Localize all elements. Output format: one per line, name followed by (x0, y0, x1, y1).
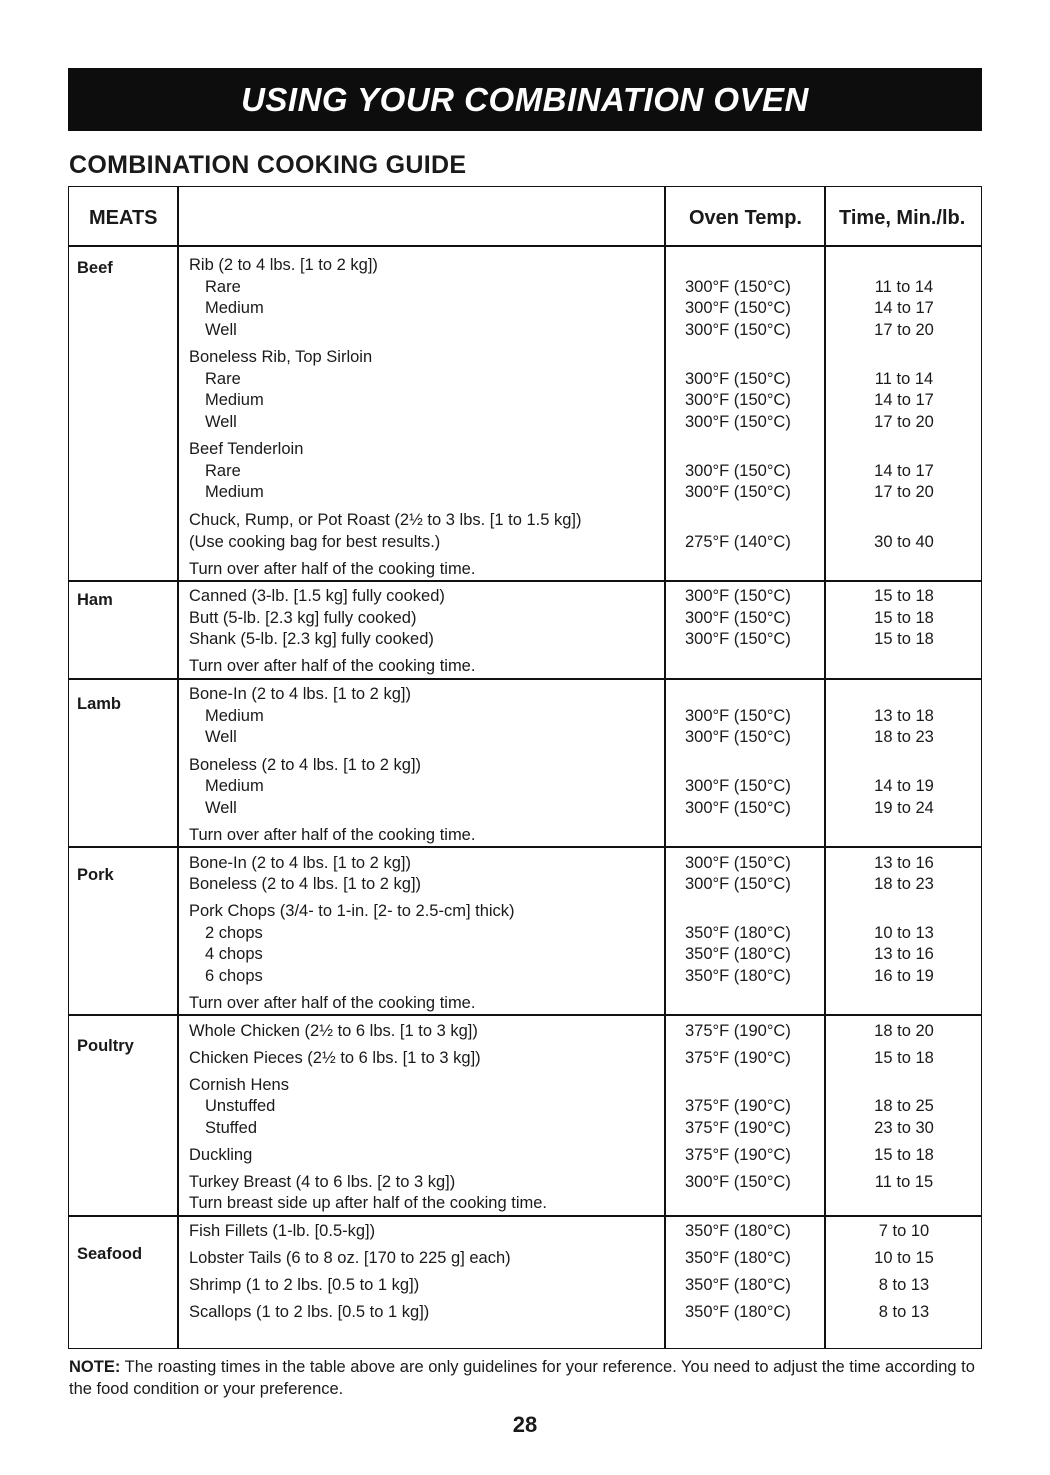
food-item: Medium (205, 299, 264, 317)
food-item: Well (205, 413, 237, 431)
food-item: Canned (3-lb. [1.5 kg] fully cooked) (189, 587, 445, 605)
food-item: (Use cooking bag for best results.) (189, 533, 441, 551)
food-item: Boneless (2 to 4 lbs. [1 to 2 kg]) (189, 875, 422, 893)
food-item: Well (205, 728, 237, 746)
oven-temp: 300°F (150°C) (685, 854, 791, 872)
category-label: Beef (77, 259, 113, 277)
footnote (69, 1356, 981, 1400)
column-divider (664, 187, 666, 1348)
note-text: The roasting times in the table above are only guidelines for your reference. You need to adjust the time according to the food condition or your preference. (69, 1358, 975, 1398)
oven-temp: 375°F (190°C) (685, 1119, 791, 1137)
oven-temp: 300°F (150°C) (685, 1173, 791, 1191)
oven-temp: 300°F (150°C) (685, 370, 791, 388)
oven-temp: 375°F (190°C) (685, 1097, 791, 1115)
oven-temp: 375°F (190°C) (685, 1022, 791, 1040)
food-item: Scallops (1 to 2 lbs. [0.5 to 1 kg]) (189, 1303, 430, 1321)
cook-time: 13 to 18 (874, 707, 934, 725)
food-item: Turn over after half of the cooking time. (189, 657, 476, 675)
header-time: Time, Min./lb. (839, 207, 966, 229)
food-item: Medium (205, 707, 264, 725)
oven-temp: 300°F (150°C) (685, 321, 791, 339)
food-item: Fish Fillets (1-lb. [0.5-kg]) (189, 1222, 376, 1240)
cook-time: 23 to 30 (874, 1119, 934, 1137)
cook-time: 14 to 19 (874, 777, 934, 795)
cook-time: 30 to 40 (874, 533, 934, 551)
food-item: Boneless Rib, Top Sirloin (189, 348, 373, 366)
oven-temp: 300°F (150°C) (685, 299, 791, 317)
food-item: Lobster Tails (6 to 8 oz. [170 to 225 g] each) (189, 1249, 511, 1267)
cook-time: 10 to 15 (874, 1249, 934, 1267)
food-item: Duckling (189, 1146, 253, 1164)
cook-time: 15 to 18 (874, 1049, 934, 1067)
cook-time: 10 to 13 (874, 924, 934, 942)
oven-temp: 300°F (150°C) (685, 278, 791, 296)
oven-temp: 275°F (140°C) (685, 533, 791, 551)
section-divider (69, 1215, 981, 1217)
food-item: Stuffed (205, 1119, 257, 1137)
oven-temp: 300°F (150°C) (685, 609, 791, 627)
cook-time: 11 to 15 (874, 1173, 934, 1191)
cook-time: 16 to 19 (874, 967, 934, 985)
food-item: Rare (205, 278, 241, 296)
food-item: Bone-In (2 to 4 lbs. [1 to 2 kg]) (189, 685, 411, 703)
oven-temp: 300°F (150°C) (685, 391, 791, 409)
header-oven-temp: Oven Temp. (689, 207, 802, 229)
food-item: Well (205, 799, 237, 817)
food-item: Cornish Hens (189, 1076, 289, 1094)
oven-temp: 300°F (150°C) (685, 777, 791, 795)
oven-temp: 350°F (180°C) (685, 1276, 791, 1294)
category-label: Pork (77, 866, 114, 884)
oven-temp: 300°F (150°C) (685, 462, 791, 480)
cook-time: 11 to 14 (874, 370, 934, 388)
cook-time: 14 to 17 (874, 391, 934, 409)
oven-temp: 300°F (150°C) (685, 630, 791, 648)
header-meats: MEATS (89, 207, 158, 229)
oven-temp: 300°F (150°C) (685, 707, 791, 725)
food-item: 6 chops (205, 967, 263, 985)
food-item: Rare (205, 462, 241, 480)
food-item: Bone-In (2 to 4 lbs. [1 to 2 kg]) (189, 854, 411, 872)
oven-temp: 350°F (180°C) (685, 945, 791, 963)
food-item: Turkey Breast (4 to 6 lbs. [2 to 3 kg]) (189, 1173, 456, 1191)
header-divider (69, 245, 981, 247)
food-item: Medium (205, 483, 264, 501)
food-item: Medium (205, 391, 264, 409)
oven-temp: 375°F (190°C) (685, 1146, 791, 1164)
oven-temp: 375°F (190°C) (685, 1049, 791, 1067)
food-item: Pork Chops (3/4- to 1-in. [2- to 2.5-cm] thick) (189, 902, 515, 920)
column-divider (177, 187, 179, 1348)
cook-time: 17 to 20 (874, 321, 934, 339)
food-item: Medium (205, 777, 264, 795)
oven-temp: 300°F (150°C) (685, 483, 791, 501)
page-number: 28 (512, 1412, 538, 1437)
cooking-guide-table (68, 186, 982, 1349)
page-banner: USING YOUR COMBINATION OVEN (68, 68, 982, 131)
section-divider (69, 678, 981, 680)
cook-time: 18 to 25 (874, 1097, 934, 1115)
oven-temp: 300°F (150°C) (685, 728, 791, 746)
cook-time: 11 to 14 (874, 278, 934, 296)
food-item: Shank (5-lb. [2.3 kg] fully cooked) (189, 630, 434, 648)
cook-time: 15 to 18 (874, 630, 934, 648)
cook-time: 14 to 17 (874, 299, 934, 317)
category-label: Poultry (77, 1037, 134, 1055)
food-item: Shrimp (1 to 2 lbs. [0.5 to 1 kg]) (189, 1276, 420, 1294)
food-item: 2 chops (205, 924, 263, 942)
food-item: Turn breast side up after half of the cooking time. (189, 1194, 547, 1212)
food-item: Chicken Pieces (2½ to 6 lbs. [1 to 3 kg]) (189, 1049, 481, 1067)
category-label: Ham (77, 591, 113, 609)
food-item: Chuck, Rump, or Pot Roast (2½ to 3 lbs. [1 to 1.5 kg]) (189, 511, 582, 529)
food-item: Unstuffed (205, 1097, 276, 1115)
food-item: Turn over after half of the cooking time. (189, 826, 476, 844)
oven-temp: 350°F (180°C) (685, 967, 791, 985)
cook-time: 17 to 20 (874, 413, 934, 431)
cook-time: 8 to 13 (878, 1303, 930, 1321)
oven-temp: 300°F (150°C) (685, 413, 791, 431)
cook-time: 15 to 18 (874, 587, 934, 605)
food-item: Butt (5-lb. [2.3 kg] fully cooked) (189, 609, 417, 627)
food-item: Beef Tenderloin (189, 440, 304, 458)
oven-temp: 350°F (180°C) (685, 924, 791, 942)
oven-temp: 300°F (150°C) (685, 799, 791, 817)
food-item: Rare (205, 370, 241, 388)
section-heading: COMBINATION COOKING GUIDE (69, 151, 467, 179)
oven-temp: 300°F (150°C) (685, 587, 791, 605)
cook-time: 18 to 23 (874, 728, 934, 746)
cook-time: 15 to 18 (874, 609, 934, 627)
food-item: Turn over after half of the cooking time. (189, 560, 476, 578)
cook-time: 13 to 16 (874, 945, 934, 963)
food-item: Well (205, 321, 237, 339)
food-item: Turn over after half of the cooking time. (189, 994, 476, 1012)
food-item: Whole Chicken (2½ to 6 lbs. [1 to 3 kg]) (189, 1022, 478, 1040)
oven-temp: 350°F (180°C) (685, 1303, 791, 1321)
food-item: Boneless (2 to 4 lbs. [1 to 2 kg]) (189, 756, 422, 774)
note-label: NOTE: (69, 1358, 121, 1376)
food-item: Rib (2 to 4 lbs. [1 to 2 kg]) (189, 256, 378, 274)
cook-time: 8 to 13 (878, 1276, 930, 1294)
cook-time: 18 to 20 (874, 1022, 934, 1040)
food-item: 4 chops (205, 945, 263, 963)
cook-time: 7 to 10 (878, 1222, 930, 1240)
cook-time: 18 to 23 (874, 875, 934, 893)
oven-temp: 300°F (150°C) (685, 875, 791, 893)
oven-temp: 350°F (180°C) (685, 1222, 791, 1240)
cook-time: 13 to 16 (874, 854, 934, 872)
category-label: Seafood (77, 1245, 143, 1263)
cook-time: 19 to 24 (874, 799, 934, 817)
category-label: Lamb (77, 695, 122, 713)
oven-temp: 350°F (180°C) (685, 1249, 791, 1267)
cook-time: 17 to 20 (874, 483, 934, 501)
cook-time: 14 to 17 (874, 462, 934, 480)
cook-time: 15 to 18 (874, 1146, 934, 1164)
